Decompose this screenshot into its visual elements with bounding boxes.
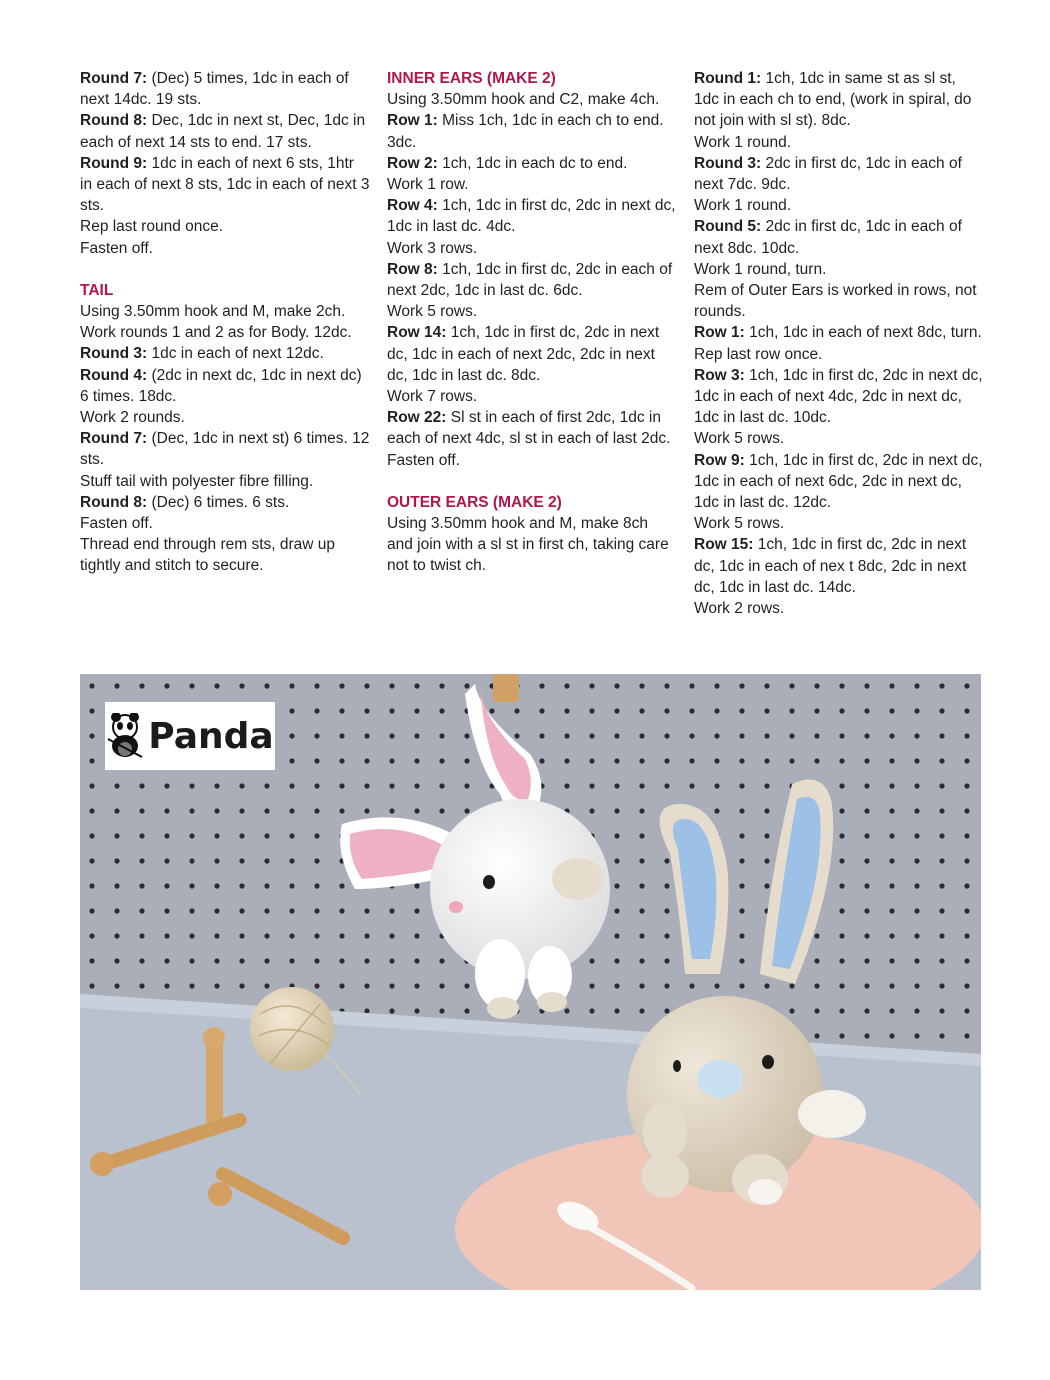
- step-text: 1dc in each of next 6 sts, 1htr in each of next 8 sts, 1dc in each of next 3 sts.: [80, 154, 370, 215]
- step-label: Round 5:: [694, 218, 762, 236]
- step-text: Sl st in each of first 2dc, 1dc in each of next 4dc, sl st in each of last 2dc.: [387, 409, 671, 448]
- pattern-column-2: [387, 68, 677, 577]
- step-label: Row 15:: [694, 536, 754, 554]
- instruction-line: [387, 513, 677, 577]
- step-label: Row 14:: [387, 324, 447, 342]
- step-text: Using 3.50mm hook and M, make 2ch.: [80, 303, 346, 321]
- step-text: Work rounds 1 and 2 as for Body. 12dc.: [80, 324, 352, 342]
- step-text: Fasten off.: [80, 515, 153, 533]
- step-label: Row 22:: [387, 409, 447, 427]
- instruction-line: [387, 153, 677, 174]
- step-text: Work 1 round.: [694, 133, 792, 151]
- step-label: Row 1:: [387, 112, 438, 130]
- instruction-line: [387, 110, 677, 152]
- instruction-line: [694, 534, 984, 598]
- bunny-photo: [80, 674, 981, 1290]
- step-text: Fasten off.: [80, 239, 153, 257]
- step-label: Row 8:: [387, 260, 438, 278]
- instruction-line: [80, 471, 370, 492]
- step-text: Using 3.50mm hook and M, make 8ch and join with a sl st in first ch, taking care not to twist ch.: [387, 515, 669, 575]
- instruction-line: [694, 598, 984, 619]
- step-text: 1ch, 1dc in each of next 8dc, turn.: [744, 324, 982, 342]
- instruction-line: [80, 301, 370, 322]
- step-text: (Dec, 1dc in next st) 6 times. 12 sts.: [80, 430, 370, 469]
- step-label: Round 9:: [80, 154, 148, 172]
- step-label: Round 8:: [80, 493, 148, 511]
- step-text: 1ch, 1dc in first dc, 2dc in next dc, 1dc in each of nex t 8dc, 2dc in next dc, 1dc in last dc. 14dc.: [694, 536, 967, 596]
- instruction-line: [387, 301, 677, 322]
- step-text: Work 5 rows.: [694, 430, 785, 448]
- step-text: Work 5 rows.: [694, 515, 785, 533]
- instruction-line: [80, 153, 370, 217]
- instruction-line: [80, 216, 370, 237]
- pattern-column-3: [694, 68, 984, 619]
- section-heading: OUTER EARS (MAKE 2): [387, 493, 562, 511]
- instruction-line: [80, 534, 370, 576]
- instruction-line: [387, 259, 677, 301]
- instruction-line: [694, 195, 984, 216]
- step-text: Work 1 row.: [387, 176, 469, 194]
- step-text: Rep last round once.: [80, 218, 224, 236]
- instruction-line: [387, 89, 677, 110]
- step-text: 2dc in first dc, 1dc in each of next 7dc. 9dc.: [694, 154, 962, 194]
- instruction-line: [387, 238, 677, 259]
- step-text: Work 2 rows.: [694, 600, 785, 618]
- instruction-line: [694, 513, 984, 534]
- step-text: 1ch, 1dc in first dc, 2dc in each of next 2dc, 1dc in last dc. 6dc.: [387, 260, 673, 300]
- step-text: Work 1 round.: [694, 197, 792, 215]
- panda-logo: [105, 702, 275, 770]
- step-text: 2dc in first dc, 1dc in each of next 8dc. 10dc.: [694, 218, 962, 257]
- instruction-line: [387, 386, 677, 407]
- step-text: Work 2 rounds.: [80, 409, 185, 427]
- instruction-line: [80, 343, 370, 364]
- step-label: Row 3:: [694, 366, 745, 384]
- instruction-line: [80, 322, 370, 343]
- panda-icon: [106, 713, 144, 759]
- step-text: Work 3 rows.: [387, 239, 478, 257]
- paragraph-gap: [80, 259, 370, 280]
- instruction-line: [694, 132, 984, 153]
- step-text: Rep last row once.: [694, 345, 823, 363]
- section-heading: INNER EARS (MAKE 2): [387, 70, 556, 87]
- instruction-line: [80, 238, 370, 259]
- step-label: Round 1:: [694, 70, 762, 87]
- instruction-line: [387, 195, 677, 237]
- pattern-column-1: [80, 68, 370, 577]
- step-text: 1dc in each of next 12dc.: [147, 345, 324, 363]
- step-text: 1ch, 1dc in first dc, 2dc in next dc, 1dc in each of next 2dc, 2dc in next dc, 1dc in last dc. 8dc.: [387, 324, 660, 384]
- step-label: Round 4:: [80, 366, 148, 384]
- instruction-line: [694, 450, 984, 514]
- paragraph-gap: [387, 471, 677, 492]
- instruction-line: [694, 428, 984, 449]
- step-text: Stuff tail with polyester fibre filling.: [80, 472, 314, 490]
- step-text: Thread end through rem sts, draw up tightly and stitch to secure.: [80, 536, 336, 575]
- instruction-line: [80, 492, 370, 513]
- step-text: 1ch, 1dc in first dc, 2dc in next dc, 1dc in each of next 6dc, 2dc in next dc, 1dc in last dc. 12dc.: [694, 451, 983, 512]
- step-text: Miss 1ch, 1dc in each ch to end. 3dc.: [387, 112, 664, 151]
- instruction-line: [694, 153, 984, 195]
- step-text: 1ch, 1dc in first dc, 2dc in next dc, 1dc in last dc. 4dc.: [387, 197, 676, 236]
- instruction-line: [80, 68, 370, 110]
- step-text: (2dc in next dc, 1dc in next dc) 6 times. 18dc.: [80, 366, 362, 405]
- instruction-line: [694, 68, 984, 132]
- step-label: Row 4:: [387, 197, 438, 215]
- step-text: Fasten off.: [387, 451, 460, 469]
- step-label: Round 8:: [80, 112, 148, 130]
- instruction-line: [694, 259, 984, 280]
- instruction-line: [387, 450, 677, 471]
- instruction-line: [80, 407, 370, 428]
- instruction-line: [694, 280, 984, 322]
- step-text: Rem of Outer Ears is worked in rows, not rounds.: [694, 282, 977, 321]
- step-label: Row 9:: [694, 451, 745, 469]
- step-label: Round 3:: [80, 345, 148, 363]
- step-label: Round 7:: [80, 430, 148, 448]
- instruction-line: [387, 174, 677, 195]
- step-text: 1ch, 1dc in same st as sl st, 1dc in each ch to end, (work in spiral, do not join with sl st). 8dc.: [694, 70, 972, 130]
- instruction-line: [694, 365, 984, 429]
- step-text: Dec, 1dc in next st, Dec, 1dc in each of next 14 sts to end. 17 sts.: [80, 112, 366, 151]
- step-text: (Dec) 5 times, 1dc in each of next 14dc. 19 sts.: [80, 70, 349, 109]
- step-text: Work 1 round, turn.: [694, 260, 827, 278]
- step-text: (Dec) 6 times. 6 sts.: [147, 493, 290, 511]
- step-text: Work 5 rows.: [387, 303, 478, 321]
- instruction-line: [694, 344, 984, 365]
- step-label: Round 7:: [80, 70, 148, 87]
- instruction-line: [80, 513, 370, 534]
- section-heading: TAIL: [80, 281, 114, 299]
- step-label: Round 3:: [694, 154, 762, 172]
- step-text: 1ch, 1dc in each dc to end.: [437, 154, 628, 172]
- step-text: 1ch, 1dc in first dc, 2dc in next dc, 1dc in each of next 4dc, 2dc in next dc, 1dc in last dc. 10dc.: [694, 366, 983, 427]
- instruction-line: [80, 428, 370, 470]
- instruction-line: [80, 110, 370, 152]
- step-label: Row 2:: [387, 154, 438, 172]
- step-label: Row 1:: [694, 324, 745, 342]
- step-text: Using 3.50mm hook and C2, make 4ch.: [387, 91, 660, 109]
- step-text: Work 7 rows.: [387, 388, 478, 406]
- instruction-line: [387, 407, 677, 449]
- panda-wordmark: Panda: [148, 715, 274, 757]
- instruction-line: [694, 322, 984, 343]
- instruction-line: [80, 365, 370, 407]
- instruction-line: [694, 216, 984, 258]
- instruction-line: [387, 322, 677, 386]
